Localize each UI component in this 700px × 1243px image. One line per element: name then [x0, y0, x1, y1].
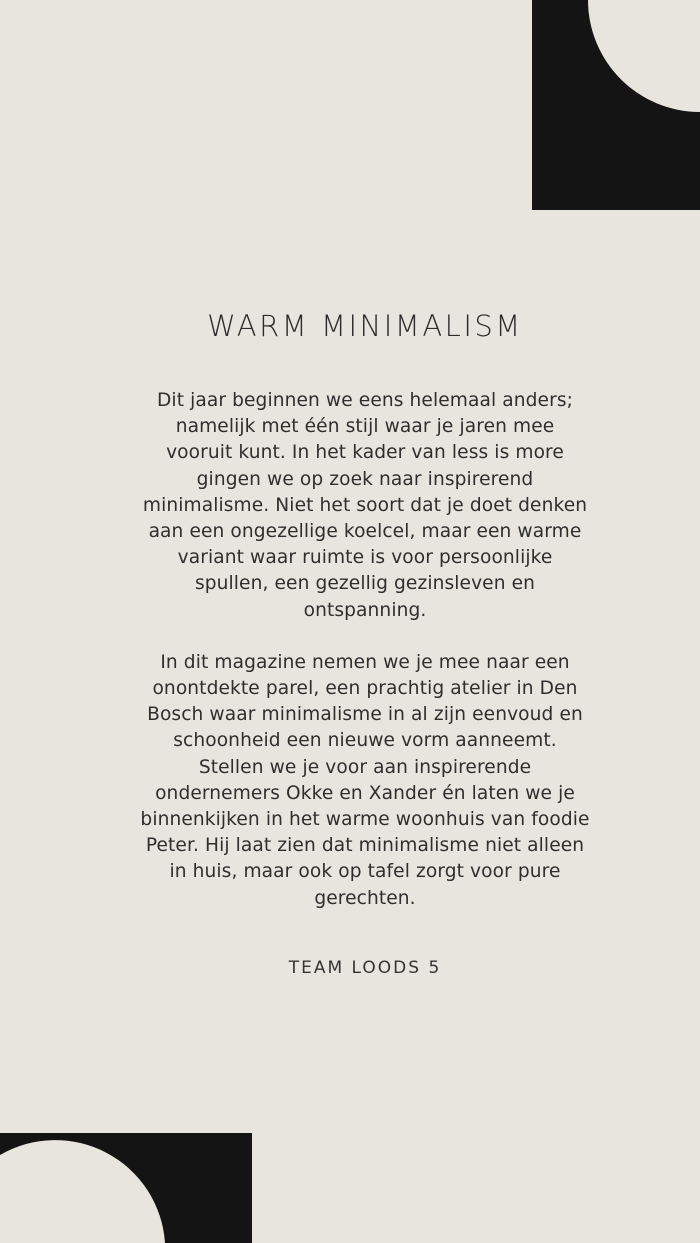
- article: [140, 300, 590, 978]
- corner-decoration-top-right: [532, 0, 700, 210]
- article-paragraph-intro: Dit jaar beginnen we eens helemaal anders; namelijk met één stijl waar je jaren mee vooruit kunt. In het kader van less is more gingen we op zoek naar inspirerend minimalisme. Niet het soort dat je doet denken aan een ongezellige koelcel, maar een warme variant waar ruimte is voor persoonlijke spullen, een gezellig gezinsleven en ontspanning.: [142, 390, 588, 621]
- article-title: WARM MINIMALISM: [207, 309, 523, 343]
- article-paragraph-magazine: In dit magazine nemen we je mee naar een onontdekte parel, een prachtig atelier in Den Bosch waar minimalisme in al zijn eenvoud en schoonheid een nieuwe vorm aanneemt. Stellen we je voor aan inspirerende ondernemers Okke en Xander én laten we je binnenkijken in het warme woonhuis van foodie Peter. Hij laat zien dat minimalisme niet alleen in huis, maar ook op tafel zorgt voor pure gerechten.: [140, 651, 590, 909]
- corner-decoration-bottom-left: [0, 1133, 252, 1243]
- article-signature: TEAM LOODS 5: [288, 957, 442, 978]
